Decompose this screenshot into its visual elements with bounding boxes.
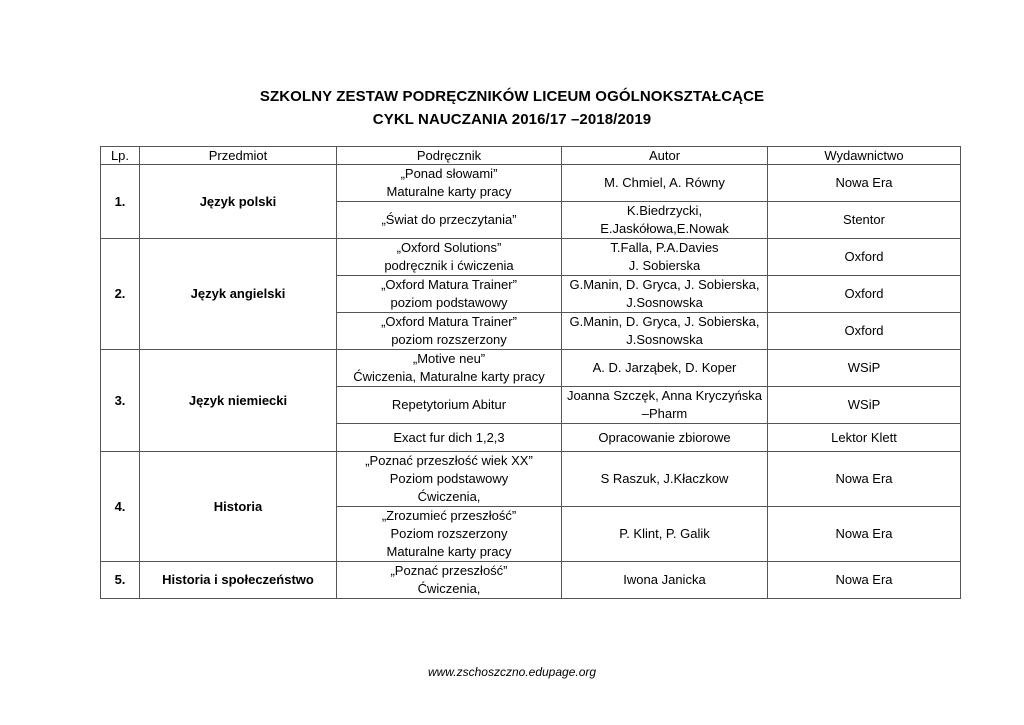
cell-author-line: Joanna Szczęk, Anna Kryczyńska xyxy=(566,388,763,403)
cell-textbook-line: „Oxford Matura Trainer” xyxy=(381,277,517,292)
cell-author xyxy=(562,424,768,452)
cell-author xyxy=(562,313,768,350)
cell-publisher: Oxford xyxy=(768,313,961,350)
table-row xyxy=(101,350,961,387)
cell-publisher: Stentor xyxy=(768,202,961,239)
cell-author-line: P. Klint, P. Galik xyxy=(619,526,710,541)
cell-textbook xyxy=(337,239,562,276)
cell-lp: 3. xyxy=(101,350,140,452)
cell-author xyxy=(562,350,768,387)
header-textbook: Podręcznik xyxy=(337,147,562,165)
cell-author xyxy=(562,202,768,239)
cell-publisher: WSiP xyxy=(768,350,961,387)
page-title-line-1: SZKOLNY ZESTAW PODRĘCZNIKÓW LICEUM OGÓLNOKSZTAŁCĄCE xyxy=(259,88,765,105)
cell-lp: 1. xyxy=(101,165,140,239)
cell-textbook-line: „Oxford Matura Trainer” xyxy=(381,314,517,329)
cell-author-line: Opracowanie zbiorowe xyxy=(598,429,731,445)
table-row xyxy=(101,452,961,507)
cell-lp: 4. xyxy=(101,452,140,562)
cell-subject: Język polski xyxy=(140,165,337,239)
cell-lp: 2. xyxy=(101,239,140,350)
cell-textbook-line: Repetytorium Abitur xyxy=(391,397,507,412)
cell-textbook-line: Poziom podstawowy xyxy=(389,471,509,486)
cell-author-line: J. Sobierska xyxy=(628,258,701,273)
cell-textbook-line: „Poznać przeszłość wiek XX” xyxy=(365,453,533,468)
cell-textbook-line: Maturalne karty pracy xyxy=(386,544,512,559)
cell-publisher: Oxford xyxy=(768,276,961,313)
cell-author xyxy=(562,507,768,562)
cell-textbook xyxy=(337,424,562,452)
cell-author-line: Iwona Janicka xyxy=(623,572,706,587)
table-row xyxy=(101,239,961,276)
cell-author-line: M. Chmiel, A. Równy xyxy=(604,175,725,190)
cell-textbook-line: „Ponad słowami” xyxy=(400,166,498,181)
table-body xyxy=(101,165,961,599)
header-publisher: Wydawnictwo xyxy=(768,147,961,165)
cell-textbook-line: „Motive neu” xyxy=(412,351,486,366)
cell-textbook xyxy=(337,350,562,387)
cell-textbook xyxy=(337,562,562,599)
cell-subject: Historia xyxy=(140,452,337,562)
cell-textbook-line: podręcznik i ćwiczenia xyxy=(384,258,514,273)
cell-author-line: G.Manin, D. Gryca, J. Sobierska, xyxy=(569,314,760,329)
cell-publisher: Nowa Era xyxy=(768,507,961,562)
cell-textbook-line: Ćwiczenia, xyxy=(417,581,481,596)
cell-author xyxy=(562,165,768,202)
cell-textbook xyxy=(337,313,562,350)
cell-textbook-line: „Poznać przeszłość” xyxy=(390,563,508,578)
header-author: Autor xyxy=(562,147,768,165)
cell-author xyxy=(562,562,768,599)
header-subject: Przedmiot xyxy=(140,147,337,165)
page-title-line-2: CYKL NAUCZANIA 2016/17 –2018/2019 xyxy=(372,111,652,128)
cell-subject: Historia i społeczeństwo xyxy=(140,562,337,599)
cell-author-line: S Raszuk, J.Kłaczkow xyxy=(600,471,729,486)
cell-publisher: Nowa Era xyxy=(768,562,961,599)
cell-author-line: J.Sosnowska xyxy=(626,332,703,347)
cell-author-line: T.Falla, P.A.Davies xyxy=(610,240,719,255)
cell-textbook xyxy=(337,276,562,313)
textbook-table xyxy=(100,146,961,599)
cell-publisher: Nowa Era xyxy=(768,165,961,202)
cell-textbook-line: Poziom rozszerzony xyxy=(390,526,508,541)
header-lp: Lp. xyxy=(101,147,140,165)
cell-textbook-line: Exact fur dich 1,2,3 xyxy=(393,429,505,445)
table-row xyxy=(101,562,961,599)
cell-textbook-line: „Zrozumieć przeszłość” xyxy=(381,508,517,523)
cell-publisher: Lektor Klett xyxy=(768,424,961,452)
cell-author-line: G.Manin, D. Gryca, J. Sobierska, xyxy=(569,277,760,292)
cell-textbook-line: „Oxford Solutions” xyxy=(396,240,502,255)
cell-textbook-line: „Świat do przeczytania” xyxy=(381,212,517,227)
cell-author-line: E.Jaskółowa,E.Nowak xyxy=(600,221,729,236)
table-header xyxy=(101,147,961,165)
cell-textbook xyxy=(337,165,562,202)
cell-author xyxy=(562,239,768,276)
cell-author xyxy=(562,452,768,507)
cell-textbook-line: poziom podstawowy xyxy=(390,295,508,310)
cell-textbook xyxy=(337,387,562,424)
cell-author-line: –Pharm xyxy=(641,406,688,421)
cell-publisher: Oxford xyxy=(768,239,961,276)
cell-publisher: Nowa Era xyxy=(768,452,961,507)
cell-textbook xyxy=(337,507,562,562)
cell-textbook-line: Ćwiczenia, Maturalne karty pracy xyxy=(353,369,545,384)
cell-author xyxy=(562,387,768,424)
table-row xyxy=(101,165,961,202)
cell-subject: Język niemiecki xyxy=(140,350,337,452)
cell-author-line: J.Sosnowska xyxy=(626,295,703,310)
footer-url: www.zschoszczno.edupage.org xyxy=(427,665,597,679)
cell-textbook-line: poziom rozszerzony xyxy=(391,332,507,347)
cell-subject: Język angielski xyxy=(140,239,337,350)
cell-textbook-line: Ćwiczenia, xyxy=(417,489,481,504)
cell-author-line: K.Biedrzycki, xyxy=(626,203,703,218)
cell-textbook xyxy=(337,452,562,507)
cell-publisher: WSiP xyxy=(768,387,961,424)
cell-textbook xyxy=(337,202,562,239)
cell-author-line: A. D. Jarząbek, D. Koper xyxy=(592,360,737,375)
header-row xyxy=(101,147,961,165)
cell-textbook-line: Maturalne karty pracy xyxy=(386,184,512,199)
cell-lp: 5. xyxy=(101,562,140,599)
cell-author xyxy=(562,276,768,313)
